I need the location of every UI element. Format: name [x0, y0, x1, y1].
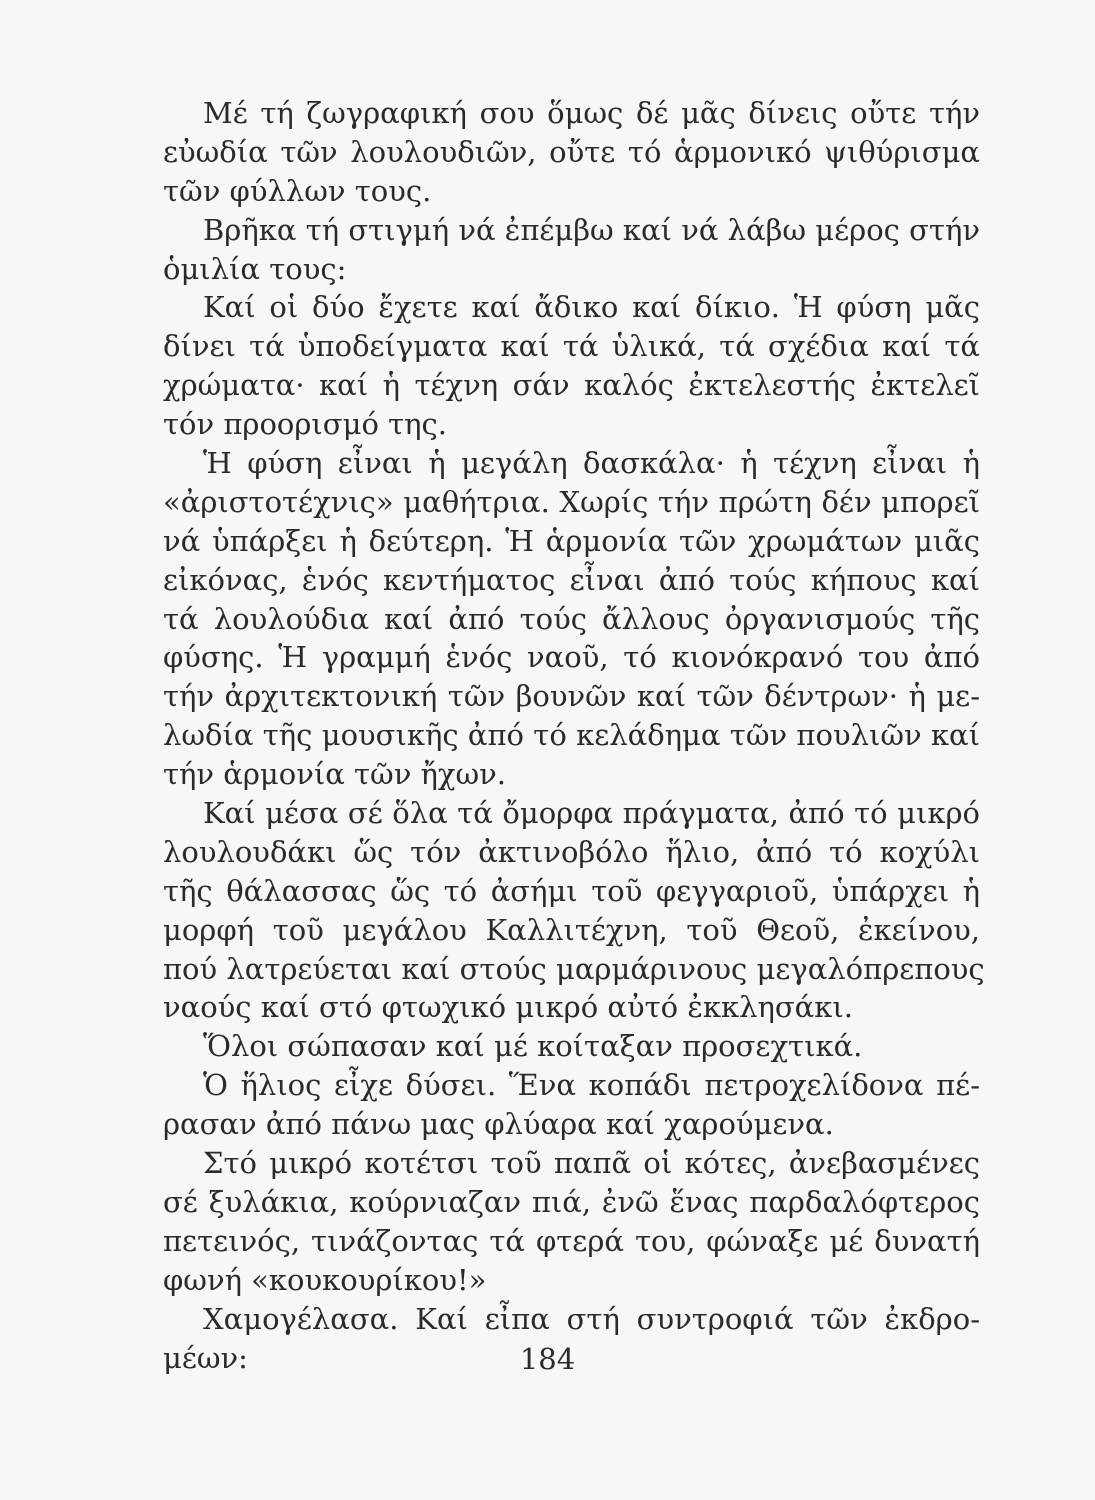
text-line: τῆς θάλασσας ὥς τό ἀσήμι τοῦ φεγγαριοῦ, ὑπάρχει ἡ [163, 873, 980, 908]
text-line: λωδία τῆς μουσικῆς ἀπό τό κελάδημα τῶν πουλιῶν καί [163, 718, 980, 753]
text-line: Μέ τή ζωγραφική σου ὅμως δέ μᾶς δίνεις οὔτε τήν [203, 96, 980, 130]
text-line: «ἀριστοτέχνις» μαθήτρια. Χωρίς τήν πρώτη δέν μπορεῖ [163, 484, 980, 519]
text-line: τήν ἁρμονία τῶν ἤχων. [163, 757, 506, 792]
text-line: τήν ἀρχιτεκτονική τῶν βουνῶν καί τῶν δέντρων· ἡ με- [163, 679, 980, 714]
text-line: Καί οἱ δύο ἔχετε καί ἄδικο καί δίκιο. Ἡ φύση μᾶς [203, 290, 980, 325]
text-line: Στό μικρό κοτέτσι τοῦ παπᾶ οἱ κότες, ἀνεβασμένες [203, 1146, 980, 1181]
text-line: Καί μέσα σέ ὅλα τά ὄμορφα πράγματα, ἀπό τό μικρό [203, 796, 980, 831]
text-line: πετεινός, τινάζοντας τά φτερά του, φώναξε μέ δυνατή [163, 1223, 980, 1258]
text-line: λουλουδάκι ὥς τόν ἀκτινοβόλο ἥλιο, ἀπό τό κοχύλι [163, 834, 980, 869]
paragraph [163, 211, 980, 289]
text-line: τῶν φύλλων τους. [163, 173, 432, 208]
text-line: χρώματα· καί ἡ τέχνη σάν καλός ἐκτελεστής ἐκτελεῖ [163, 368, 980, 403]
text-line: φωνή «κουκουρίκου!» [163, 1262, 487, 1297]
text-line: δίνει τά ὑποδείγματα καί τά ὑλικά, τά σχέδια καί τά [163, 329, 980, 364]
page-number: 184 [519, 1342, 576, 1376]
paragraph [163, 794, 985, 1027]
text-line: μέων: [163, 1340, 248, 1375]
paragraph [163, 1144, 980, 1300]
paragraph [163, 288, 980, 444]
paragraph [163, 1066, 980, 1144]
text-line: τά λουλούδια καί ἀπό τούς ἄλλους ὀργανισμούς τῆς [163, 601, 980, 636]
text-line: νά ὑπάρξει ἡ δεύτερη. Ἡ ἁρμονία τῶν χρωμάτων μιᾶς [163, 523, 980, 558]
text-line: μορφή τοῦ μεγάλου Καλλιτέχνη, τοῦ Θεοῦ, ἐκείνου, [163, 912, 980, 947]
text-line: πού λατρεύεται καί στούς μαρμάρινους μεγαλόπρεπους [163, 951, 985, 986]
paragraph [163, 94, 980, 211]
text-line: Χαμογέλασα. Καί εἶπα στή συντροφιά τῶν ἐκδρο- [203, 1301, 980, 1336]
text-line: Ὁ ἥλιος εἶχε δύσει. Ἕνα κοπάδι πετροχελίδονα πέ- [203, 1068, 980, 1103]
text-line: σέ ξυλάκια, κούρνιαζαν πιά, ἐνῶ ἕνας παρδαλόφτερος [163, 1184, 980, 1219]
text-line: Ἡ φύση εἶναι ἡ μεγάλη δασκάλα· ἡ τέχνη εἶναι ἡ [203, 446, 980, 481]
text-line: εὐωδία τῶν λουλουδιῶν, οὔτε τό ἁρμονικό ψιθύρισμα [163, 134, 980, 169]
paragraph [163, 1027, 980, 1066]
text-line: ὁμιλία τους: [163, 251, 347, 286]
body-text [163, 94, 985, 1377]
text-line: Ὅλοι σώπασαν καί μέ κοίταξαν προσεχτικά. [203, 1029, 863, 1064]
text-line: Βρῆκα τή στιγμή νά ἐπέμβω καί νά λάβω μέρος στήν [203, 212, 980, 247]
text-line: ναούς καί στό φτωχικό μικρό αὐτό ἐκκλησάκι. [163, 990, 853, 1025]
text-line: τόν προορισμό της. [163, 407, 447, 442]
paragraph [163, 444, 980, 794]
text-line: ρασαν ἀπό πάνω μας φλύαρα καί χαρούμενα. [163, 1107, 834, 1142]
text-line: εἰκόνας, ἑνός κεντήματος εἶναι ἀπό τούς κήπους καί [163, 562, 980, 597]
text-line: φύσης. Ἡ γραμμή ἑνός ναοῦ, τό κιονόκρανό του ἀπό [163, 640, 980, 675]
